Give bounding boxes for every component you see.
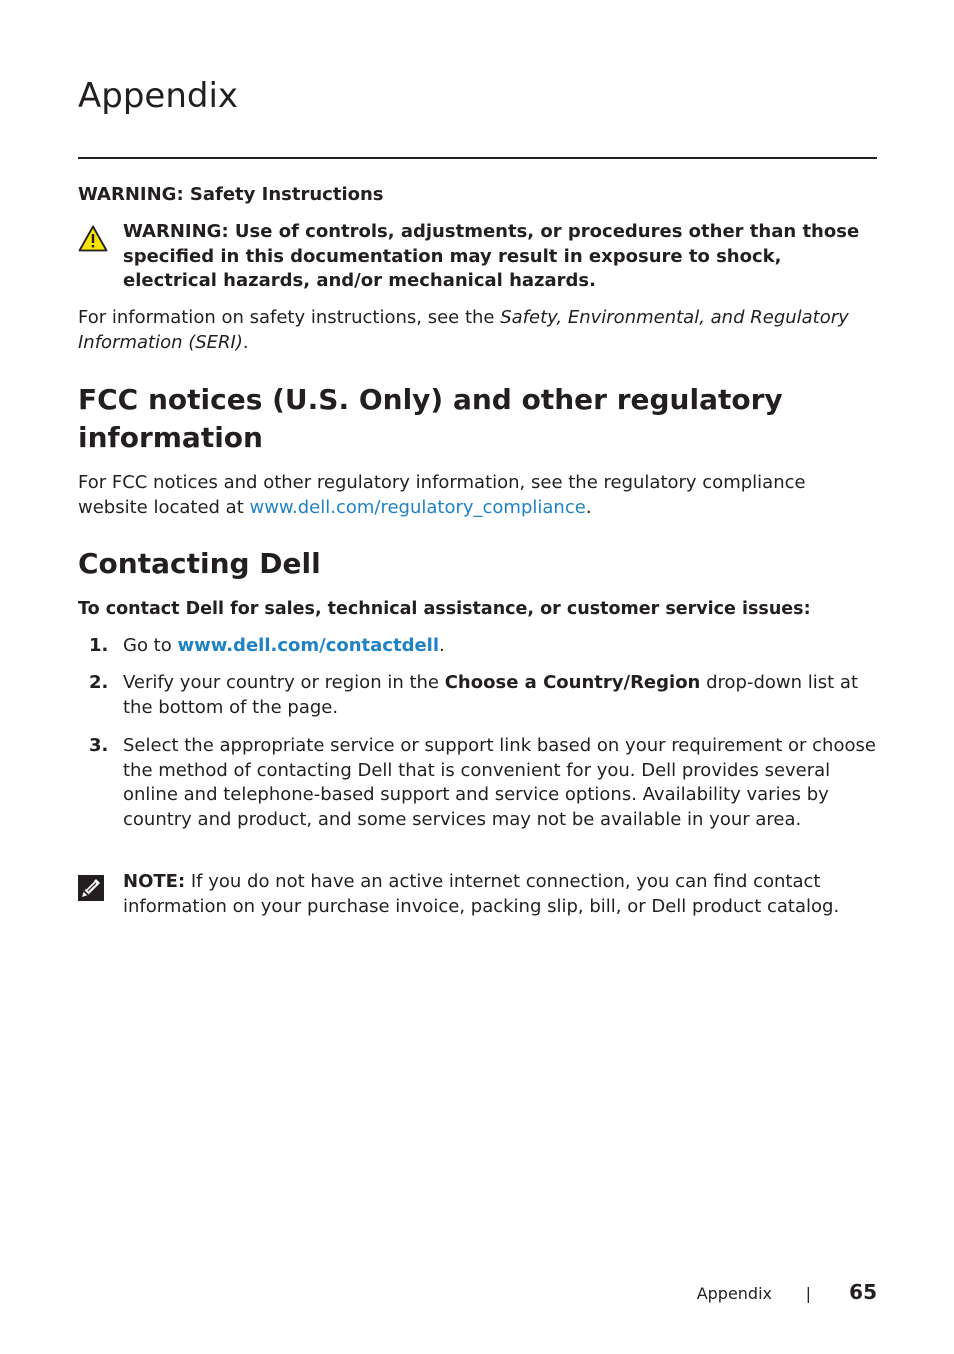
footer-separator: | <box>805 1284 811 1303</box>
safety-info-suffix: . <box>242 331 249 353</box>
warning-text: WARNING: Use of controls, adjustments, or procedures other than those specified in this documentation may result in exposure to shock, electrical hazards, and/or mechanical hazards. <box>123 221 860 291</box>
country-region-label: Choose a Country/Region <box>444 672 701 693</box>
step-suffix: . <box>439 635 445 656</box>
note-text <box>123 870 877 919</box>
contactdell-link[interactable]: www.dell.com/contactdell <box>177 635 440 656</box>
fcc-heading: FCC notices (U.S. Only) and other regulatory information <box>78 383 783 454</box>
step-text <box>123 634 877 659</box>
regulatory-compliance-link[interactable]: www.dell.com/regulatory_compliance <box>249 496 586 518</box>
warning-triangle-icon <box>78 225 108 252</box>
step-number: 2. <box>89 672 109 693</box>
fcc-text-prefix: For FCC notices and other regulatory information, see the regulatory compliance website located at <box>78 472 806 518</box>
contact-lead: To contact Dell for sales, technical assistance, or customer service issues: <box>78 599 811 619</box>
contacting-dell-heading: Contacting Dell <box>78 547 321 580</box>
fcc-text-suffix: . <box>585 496 592 518</box>
step-suffix: drop-down list at the bottom of the page. <box>123 672 858 718</box>
note-pencil-icon <box>78 875 104 901</box>
fcc-paragraph <box>78 471 877 520</box>
step-prefix: Go to <box>123 635 178 656</box>
page-footer <box>600 1280 877 1310</box>
safety-info-paragraph <box>78 306 877 355</box>
page-number: 65 <box>849 1280 877 1304</box>
step-text: Select the appropriate service or support link based on your requirement or choose the method of contacting Dell that is convenient for you. Dell provides several online and telephone-based support and service options. Availability varies by country and product, and some services may not be available in your area. <box>123 735 876 830</box>
step-text <box>123 671 877 720</box>
title-divider <box>78 157 877 159</box>
safety-info-prefix: For information on safety instructions, see the <box>78 307 501 328</box>
note-label: NOTE: <box>123 871 186 892</box>
step-number: 1. <box>89 635 109 656</box>
step-prefix: Verify your country or region in the <box>123 672 445 693</box>
page-title: Appendix <box>78 76 239 116</box>
warning-heading: WARNING: Safety Instructions <box>78 184 384 205</box>
note-body: If you do not have an active internet connection, you can find contact information on your purchase invoice, packing slip, bill, or Dell product catalog. <box>123 871 840 917</box>
step-number: 3. <box>89 735 109 756</box>
footer-section-name: Appendix <box>696 1284 772 1303</box>
seri-document-title: Safety, Environmental, and Regulatory Information (SERI) <box>78 307 849 353</box>
